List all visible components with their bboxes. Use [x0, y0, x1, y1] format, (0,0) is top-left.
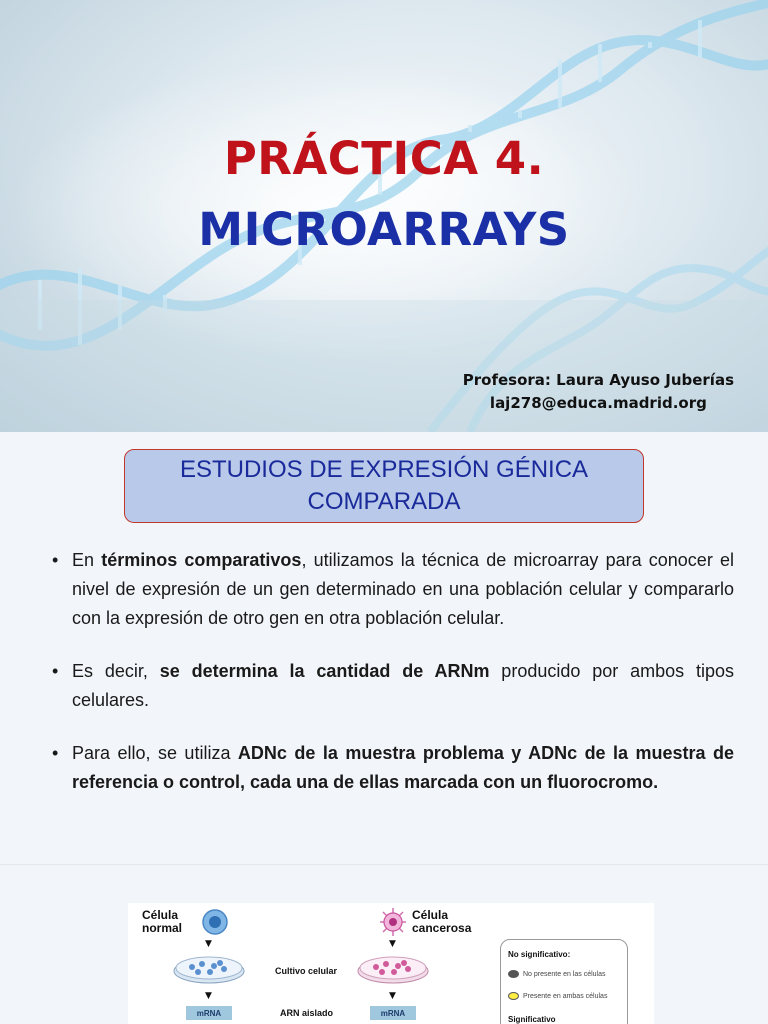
normal-cell-label: [142, 909, 182, 935]
bullet1-text-end: , utilizamos la técnica de microarray para conocer el nivel de expresión de un gen determinado en una población celular y compararlo con la expresión de otro gen en otra población celular.: [72, 550, 734, 628]
bullet-item: [52, 546, 734, 633]
normal-cell-icon: [202, 909, 228, 935]
bullet1-text-start: En: [72, 550, 102, 570]
normal-cell-label-line1: Célula: [142, 908, 179, 922]
slide-title-line1: PRÁCTICA 4.: [223, 132, 545, 185]
normal-culture-dish-icon: [172, 953, 246, 985]
legend-title-significant: Significativo: [508, 1015, 556, 1024]
professor-name: Profesora: Laura Ayuso Juberías: [462, 371, 734, 389]
cancer-cell-icon: [379, 907, 407, 937]
normal-cell-label-line2: normal: [142, 921, 183, 935]
bullet-list: [52, 546, 734, 821]
professor-email: laj278@educa.madrid.org: [489, 394, 707, 412]
bullet2-text-start: Es decir,: [72, 661, 160, 681]
content-slide: [0, 432, 768, 864]
arrow-down-icon: ▼: [389, 939, 396, 949]
heading-line1: ESTUDIOS DE EXPRESIÓN GÉNICA: [179, 456, 589, 483]
section-heading-text: [180, 454, 588, 518]
diagram-slide: [0, 864, 768, 1024]
bullet-item: [52, 739, 734, 797]
bullet1-bold: términos comparativos: [101, 550, 302, 570]
heading-line2: COMPARADA: [307, 488, 461, 515]
bullet-item: [52, 657, 734, 715]
cancer-cell-label-line1: Célula: [412, 908, 449, 922]
bullet2-bold: se determina la cantidad de ARNm: [159, 661, 490, 681]
cancer-cell-label: [412, 909, 471, 935]
bullet3-bold: ADNc de la muestra problema y ADNc de la muestra de referencia o control, cada una de ellas marcada con un fluorocromo.: [72, 743, 734, 792]
cancer-culture-dish-icon: [356, 953, 430, 985]
title-slide: [0, 0, 768, 432]
arrow-down-icon: ▼: [389, 991, 396, 1001]
gray-dot-icon: [508, 970, 519, 978]
legend-item-label: Presente en ambas células: [523, 992, 608, 1000]
bullet2-text-end: producido por ambos tipos celulares.: [72, 661, 735, 710]
mrna-box-normal: mRNA: [186, 1006, 232, 1020]
yellow-dot-icon: [508, 992, 519, 1000]
microarray-diagram: [128, 903, 654, 1024]
cancer-cell-label-line2: cancerosa: [412, 921, 472, 935]
legend-item: [508, 970, 606, 978]
legend-title: No significativo:: [508, 950, 571, 959]
legend-box: [500, 939, 628, 1024]
slide-title-line2: MICROARRAYS: [198, 203, 570, 256]
mrna-box-cancer: mRNA: [370, 1006, 416, 1020]
author-block: [463, 369, 734, 415]
legend-item: [508, 992, 607, 1000]
bullet3-text-start: Para ello, se utiliza: [72, 743, 238, 763]
legend-item-label: No presente en las células: [523, 970, 606, 978]
culture-label: Cultivo celular: [275, 966, 338, 976]
arrow-down-icon: ▼: [205, 939, 212, 949]
arrow-down-icon: ▼: [205, 991, 212, 1001]
rna-isolated-label: ARN aislado: [280, 1008, 334, 1018]
section-heading: [124, 449, 644, 523]
